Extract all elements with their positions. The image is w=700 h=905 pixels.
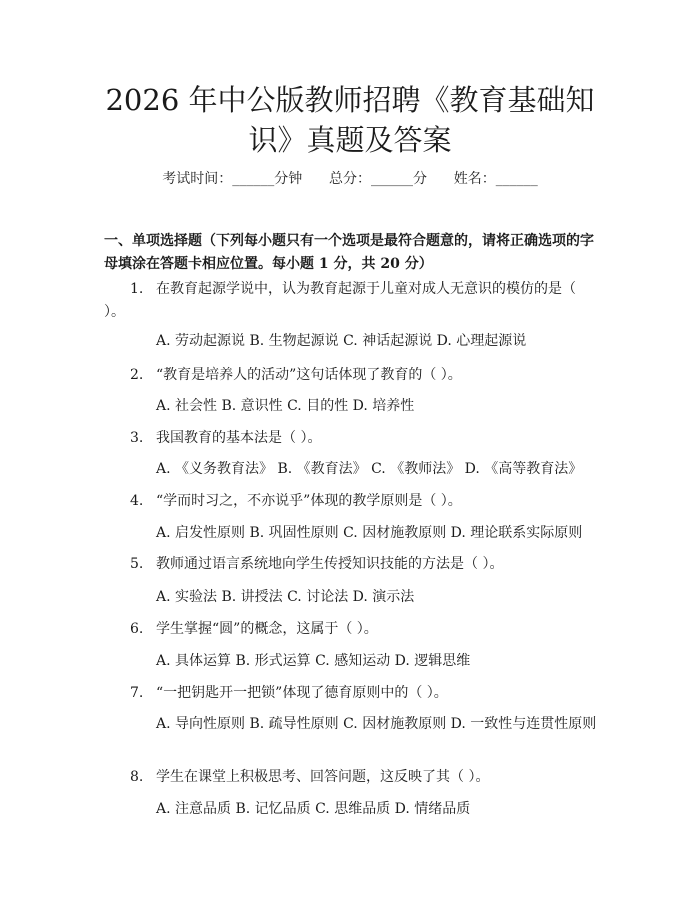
question-number: 4. — [130, 493, 144, 509]
question-text: 教师通过语言系统地向学生传授知识技能的方法是（ ）。 — [156, 556, 504, 572]
exam-meta-line: 考试时间：______分钟 总分：______分 姓名：______ — [162, 171, 538, 187]
question-number: 1. — [130, 281, 144, 297]
question-number: 7. — [130, 685, 144, 701]
question-number: 6. — [130, 621, 144, 637]
question-number: 8. — [130, 769, 144, 785]
question-7-options: A. 导向性原则 B. 疏导性原则 C. 因材施教原则 D. 一致性与连贯性原则 — [156, 716, 597, 732]
question-2-options: A. 社会性 B. 意识性 C. 目的性 D. 培养性 — [156, 398, 415, 414]
question-1 — [104, 278, 598, 324]
section-heading: 一、单项选择题（下列每小题只有一个选项是最符合题意的，请将正确选项的字母填涂在答题卡相应位置。每小题 1 分，共 20 分） — [104, 233, 594, 272]
question-6-options: A. 具体运算 B. 形式运算 C. 感知运动 D. 逻辑思维 — [156, 653, 471, 669]
question-number: 3. — [130, 430, 144, 446]
question-8-options: A. 注意品质 B. 记忆品质 C. 思维品质 D. 情绪品质 — [156, 801, 471, 817]
question-text: 我国教育的基本法是（ ）。 — [156, 430, 322, 446]
question-text: “学而时习之，不亦说乎”体现的教学原则是（ ）。 — [156, 493, 462, 509]
question-text: “一把钥匙开一把锁”体现了德育原则中的（ ）。 — [156, 685, 448, 701]
question-3-options: A. 《义务教育法》 B. 《教育法》 C. 《教师法》 D. 《高等教育法》 — [156, 461, 583, 477]
question-text: 在教育起源学说中，认为教育起源于儿童对成人无意识的模仿的是（ ）。 — [104, 281, 576, 320]
question-6 — [104, 618, 598, 641]
question-4 — [104, 490, 598, 513]
question-8 — [104, 766, 598, 789]
question-3 — [104, 427, 598, 450]
question-7 — [104, 682, 598, 705]
question-2 — [104, 364, 598, 387]
question-number: 2. — [130, 367, 144, 383]
question-1-options: A. 劳动起源说 B. 生物起源说 C. 神话起源说 D. 心理起源说 — [156, 333, 527, 349]
question-number: 5. — [130, 556, 144, 572]
question-text: 学生在课堂上积极思考、回答问题，这反映了其（ ）。 — [156, 769, 490, 785]
question-5-options: A. 实验法 B. 讲授法 C. 讨论法 D. 演示法 — [156, 589, 415, 605]
question-5 — [104, 553, 598, 576]
question-text: 学生掌握“圆”的概念，这属于（ ）。 — [156, 621, 378, 637]
question-4-options: A. 启发性原则 B. 巩固性原则 C. 因材施教原则 D. 理论联系实际原则 — [156, 525, 583, 541]
document-title: 2026 年中公版教师招聘《教育基础知识》真题及答案 — [105, 83, 595, 157]
question-text: “教育是培养人的活动”这句话体现了教育的（ ）。 — [156, 367, 462, 383]
